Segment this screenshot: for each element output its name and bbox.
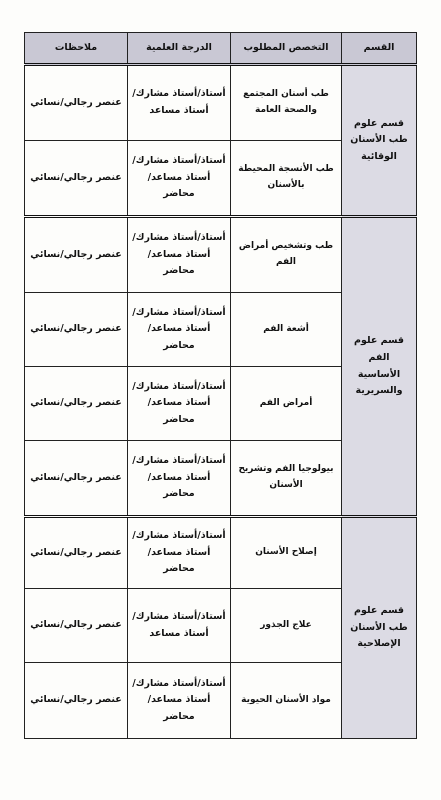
table-row bbox=[25, 517, 417, 589]
header-row bbox=[25, 33, 417, 65]
header-specialty: التخصص المطلوب bbox=[231, 33, 342, 65]
degree-cell: أستاذ/أستاذ مشارك/ أستاذ مساعد/ محاضر bbox=[128, 441, 231, 517]
specialty-cell: طب الأنسجة المحيطة بالأسنان bbox=[231, 141, 342, 217]
degree-cell: أستاذ/أستاذ مشارك/ أستاذ مساعد bbox=[128, 65, 231, 141]
degree-cell: أستاذ/أستاذ مشارك/ أستاذ مساعد/ محاضر bbox=[128, 293, 231, 367]
specialty-cell: أشعة الفم bbox=[231, 293, 342, 367]
specialty-cell: أمراض الفم bbox=[231, 367, 342, 441]
specialty-cell: طب وتشخيص أمراض الفم bbox=[231, 217, 342, 293]
table-row bbox=[25, 65, 417, 141]
specialty-cell: طب أسنان المجتمع والصحة العامة bbox=[231, 65, 342, 141]
positions-table bbox=[24, 32, 417, 739]
degree-cell: أستاذ/أستاذ مشارك/ أستاذ مساعد bbox=[128, 589, 231, 663]
specialty-cell: علاج الجذور bbox=[231, 589, 342, 663]
degree-cell: أستاذ/أستاذ مشارك/ أستاذ مساعد/ محاضر bbox=[128, 141, 231, 217]
notes-cell: عنصر رجالي/نسائي bbox=[25, 441, 128, 517]
specialty-cell: إصلاح الأسنان bbox=[231, 517, 342, 589]
table-row bbox=[25, 217, 417, 293]
header-degree: الدرجة العلمية bbox=[128, 33, 231, 65]
degree-cell: أستاذ/أستاذ مشارك/ أستاذ مساعد/ محاضر bbox=[128, 517, 231, 589]
degree-cell: أستاذ/أستاذ مشارك/ أستاذ مساعد/ محاضر bbox=[128, 217, 231, 293]
degree-cell: أستاذ/أستاذ مشارك/ أستاذ مساعد/ محاضر bbox=[128, 663, 231, 739]
notes-cell: عنصر رجالي/نسائي bbox=[25, 293, 128, 367]
header-notes: ملاحظات bbox=[25, 33, 128, 65]
notes-cell: عنصر رجالي/نسائي bbox=[25, 517, 128, 589]
specialty-cell: مواد الأسنان الحيوية bbox=[231, 663, 342, 739]
department-cell: قسم علوم طب الأسنان الوقائية bbox=[342, 65, 417, 217]
department-cell: قسم علوم الفم الأساسية والسريرية bbox=[342, 217, 417, 517]
degree-cell: أستاذ/أستاذ مشارك/ أستاذ مساعد/ محاضر bbox=[128, 367, 231, 441]
header-dept: القسم bbox=[342, 33, 417, 65]
notes-cell: عنصر رجالي/نسائي bbox=[25, 141, 128, 217]
department-cell: قسم علوم طب الأسنان الإصلاحية bbox=[342, 517, 417, 739]
notes-cell: عنصر رجالي/نسائي bbox=[25, 663, 128, 739]
notes-cell: عنصر رجالي/نسائي bbox=[25, 589, 128, 663]
specialty-cell: بيولوجيا الفم وتشريح الأسنان bbox=[231, 441, 342, 517]
notes-cell: عنصر رجالي/نسائي bbox=[25, 367, 128, 441]
notes-cell: عنصر رجالي/نسائي bbox=[25, 65, 128, 141]
notes-cell: عنصر رجالي/نسائي bbox=[25, 217, 128, 293]
